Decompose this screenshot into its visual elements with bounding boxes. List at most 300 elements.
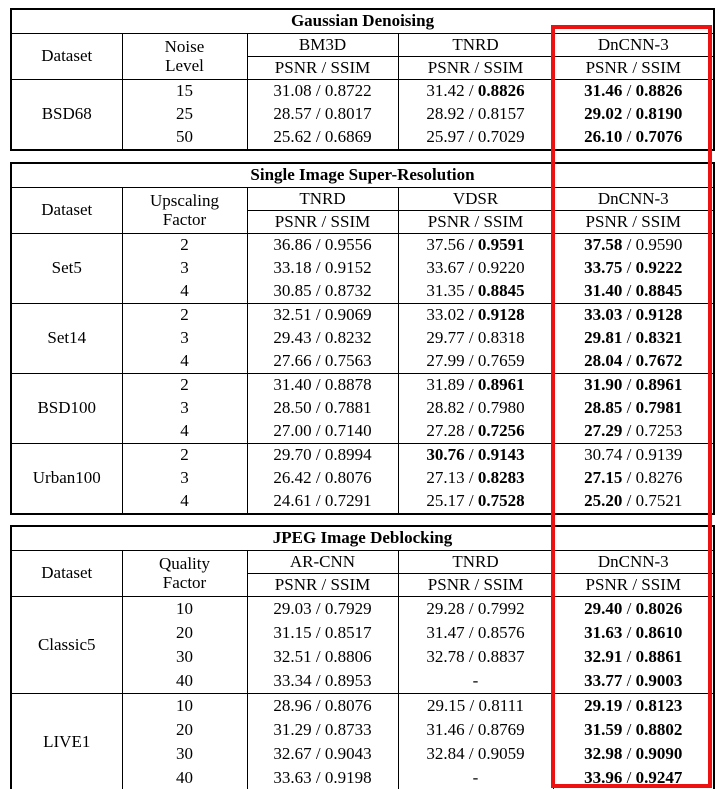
ssim-value: 0.8276 bbox=[635, 468, 683, 488]
result-cell bbox=[398, 103, 553, 126]
value-separator: / bbox=[622, 491, 636, 511]
result-cell bbox=[553, 742, 714, 766]
result-cell bbox=[398, 467, 553, 490]
result-cell bbox=[247, 327, 398, 350]
factor-cell: 25 bbox=[122, 103, 247, 126]
table-row bbox=[11, 304, 714, 328]
factor-cell: 3 bbox=[122, 327, 247, 350]
value-separator: / bbox=[464, 258, 478, 278]
dataset-header: Dataset bbox=[11, 551, 122, 597]
metric-header: PSNR / SSIM bbox=[247, 574, 398, 597]
psnr-value: 25.97 bbox=[426, 127, 465, 147]
table-row bbox=[11, 374, 714, 398]
value-separator: / bbox=[311, 695, 325, 715]
value-separator: / bbox=[622, 695, 636, 715]
psnr-value: 24.61 bbox=[273, 491, 312, 511]
value-separator: / bbox=[622, 258, 636, 278]
factor-cell: 10 bbox=[122, 597, 247, 622]
value-separator: / bbox=[311, 468, 325, 488]
method-header: TNRD bbox=[398, 34, 553, 57]
factor-header bbox=[122, 188, 247, 234]
ssim-value: 0.8076 bbox=[324, 695, 372, 715]
psnr-value: 33.75 bbox=[584, 258, 623, 278]
factor-cell: 4 bbox=[122, 420, 247, 444]
ssim-value: 0.9069 bbox=[324, 305, 372, 325]
result-cell bbox=[247, 694, 398, 719]
method-header: TNRD bbox=[398, 551, 553, 574]
factor-cell: 3 bbox=[122, 467, 247, 490]
table-row bbox=[11, 80, 714, 104]
ssim-value: 0.8517 bbox=[324, 622, 372, 642]
value-separator: / bbox=[311, 235, 325, 255]
value-separator: / bbox=[311, 328, 325, 348]
ssim-value: 0.8732 bbox=[324, 281, 372, 301]
result-cell bbox=[398, 645, 553, 669]
value-separator: / bbox=[311, 719, 325, 739]
factor-header-line2: Factor bbox=[162, 572, 207, 592]
ssim-value: 0.7881 bbox=[324, 398, 372, 418]
table-row bbox=[11, 234, 714, 258]
psnr-value: 25.17 bbox=[426, 491, 465, 511]
psnr-value: 28.50 bbox=[273, 398, 312, 418]
value-separator: / bbox=[622, 719, 636, 739]
ssim-value: 0.8837 bbox=[477, 646, 525, 666]
result-cell bbox=[553, 694, 714, 719]
value-separator: / bbox=[311, 622, 325, 642]
ssim-value: 0.7563 bbox=[324, 351, 372, 371]
ssim-value: 0.8961 bbox=[477, 375, 525, 395]
ssim-value: 0.7981 bbox=[635, 398, 683, 418]
ssim-value: 0.8576 bbox=[477, 622, 525, 642]
value-separator: / bbox=[311, 305, 325, 325]
psnr-value: 32.78 bbox=[426, 646, 465, 666]
ssim-value: 0.8111 bbox=[478, 695, 524, 715]
psnr-value: 28.57 bbox=[273, 104, 312, 124]
result-cell bbox=[247, 280, 398, 304]
value-separator: / bbox=[311, 646, 325, 666]
result-cell bbox=[398, 350, 553, 374]
factor-cell: 4 bbox=[122, 350, 247, 374]
value-separator: / bbox=[622, 235, 636, 255]
psnr-value: 30.74 bbox=[584, 445, 623, 465]
table-header-row bbox=[11, 34, 714, 57]
factor-header bbox=[122, 551, 247, 597]
psnr-value: 31.90 bbox=[584, 375, 623, 395]
ssim-value: 0.9139 bbox=[635, 445, 683, 465]
ssim-value: 0.9220 bbox=[477, 258, 525, 278]
psnr-value: 33.34 bbox=[273, 670, 312, 690]
psnr-value: 28.92 bbox=[426, 104, 465, 124]
value-separator: / bbox=[622, 375, 636, 395]
value-separator: / bbox=[464, 398, 478, 418]
psnr-value: 29.77 bbox=[426, 328, 465, 348]
value-separator: / bbox=[464, 81, 478, 101]
result-cell bbox=[553, 490, 714, 514]
table-title-row bbox=[11, 163, 714, 188]
result-cell bbox=[398, 490, 553, 514]
value-separator: / bbox=[311, 81, 325, 101]
result-cell bbox=[553, 80, 714, 104]
result-cell bbox=[398, 669, 553, 694]
result-cell bbox=[553, 669, 714, 694]
result-cell bbox=[247, 103, 398, 126]
value-separator: / bbox=[622, 670, 636, 690]
ssim-value: 0.8076 bbox=[324, 468, 372, 488]
result-cell bbox=[247, 397, 398, 420]
psnr-value: 27.15 bbox=[584, 468, 623, 488]
psnr-value: 29.43 bbox=[273, 328, 312, 348]
psnr-value: 31.89 bbox=[426, 375, 465, 395]
psnr-value: 30.76 bbox=[426, 445, 465, 465]
dataset-cell: Set14 bbox=[11, 304, 122, 374]
ssim-value: 0.9247 bbox=[635, 767, 683, 787]
result-cell bbox=[398, 621, 553, 645]
ssim-value: 0.8283 bbox=[477, 468, 525, 488]
ssim-value: 0.6869 bbox=[324, 127, 372, 147]
result-cell bbox=[398, 257, 553, 280]
result-cell bbox=[247, 350, 398, 374]
value-separator: / bbox=[311, 491, 325, 511]
result-cell bbox=[553, 444, 714, 468]
dataset-cell: Urban100 bbox=[11, 444, 122, 515]
value-separator: / bbox=[464, 235, 478, 255]
value-separator: / bbox=[622, 81, 636, 101]
psnr-value: 27.99 bbox=[426, 351, 465, 371]
result-cell bbox=[247, 669, 398, 694]
ssim-value: 0.8321 bbox=[635, 328, 683, 348]
result-cell bbox=[553, 304, 714, 328]
results-table-gaussian-denoising bbox=[10, 8, 715, 151]
value-separator: / bbox=[464, 468, 478, 488]
value-separator: / bbox=[622, 646, 636, 666]
value-separator: / bbox=[464, 351, 478, 371]
result-cell bbox=[247, 257, 398, 280]
ssim-value: 0.7980 bbox=[477, 398, 525, 418]
metric-header: PSNR / SSIM bbox=[398, 574, 553, 597]
ssim-value: 0.7256 bbox=[477, 421, 525, 441]
psnr-value: 33.67 bbox=[426, 258, 465, 278]
metric-header: PSNR / SSIM bbox=[247, 211, 398, 234]
result-cell bbox=[247, 444, 398, 468]
result-cell bbox=[398, 126, 553, 150]
psnr-value: 33.03 bbox=[584, 305, 623, 325]
value-separator: / bbox=[464, 328, 478, 348]
result-cell bbox=[553, 467, 714, 490]
ssim-value: 0.8826 bbox=[477, 81, 525, 101]
factor-cell: 50 bbox=[122, 126, 247, 150]
ssim-value: 0.8123 bbox=[635, 695, 683, 715]
psnr-value: 31.59 bbox=[584, 719, 623, 739]
ssim-value: 0.7140 bbox=[324, 421, 372, 441]
ssim-value: 0.8318 bbox=[477, 328, 525, 348]
psnr-value: 29.02 bbox=[584, 104, 623, 124]
ssim-value: 0.8017 bbox=[324, 104, 372, 124]
factor-cell: 2 bbox=[122, 374, 247, 398]
factor-cell: 20 bbox=[122, 621, 247, 645]
ssim-value: 0.8769 bbox=[477, 719, 525, 739]
value-separator: / bbox=[464, 491, 478, 511]
ssim-value: 0.7528 bbox=[477, 491, 525, 511]
psnr-value: 31.35 bbox=[426, 281, 465, 301]
psnr-value: 31.15 bbox=[273, 622, 312, 642]
value-separator: / bbox=[464, 598, 478, 618]
factor-header-line1: Quality bbox=[159, 554, 210, 574]
value-separator: / bbox=[464, 375, 478, 395]
psnr-value: 25.62 bbox=[273, 127, 312, 147]
value-separator: / bbox=[622, 104, 636, 124]
ssim-value: 0.8806 bbox=[324, 646, 372, 666]
psnr-value: 27.28 bbox=[426, 421, 465, 441]
value-separator: / bbox=[311, 398, 325, 418]
result-cell bbox=[247, 718, 398, 742]
ssim-value: 0.7291 bbox=[324, 491, 372, 511]
result-cell bbox=[398, 327, 553, 350]
ssim-value: 0.8953 bbox=[324, 670, 372, 690]
result-cell bbox=[247, 490, 398, 514]
value-separator: / bbox=[311, 743, 325, 763]
dataset-cell: Set5 bbox=[11, 234, 122, 304]
psnr-value: 32.98 bbox=[584, 743, 623, 763]
ssim-value: 0.8733 bbox=[324, 719, 372, 739]
factor-cell: 4 bbox=[122, 280, 247, 304]
ssim-value: 0.7929 bbox=[324, 598, 372, 618]
metric-header: PSNR / SSIM bbox=[398, 57, 553, 80]
method-header: TNRD bbox=[247, 188, 398, 211]
value-separator: / bbox=[311, 281, 325, 301]
result-cell bbox=[553, 374, 714, 398]
psnr-value: 33.77 bbox=[584, 670, 623, 690]
table-row bbox=[11, 694, 714, 719]
value-separator: / bbox=[622, 743, 636, 763]
value-separator: / bbox=[622, 398, 636, 418]
factor-cell: 20 bbox=[122, 718, 247, 742]
value-separator: / bbox=[465, 695, 479, 715]
result-cell bbox=[553, 126, 714, 150]
method-header-dncnn: DnCNN-3 bbox=[553, 551, 714, 574]
result-cell bbox=[398, 304, 553, 328]
value-separator: / bbox=[464, 719, 478, 739]
psnr-value: 26.10 bbox=[584, 127, 623, 147]
psnr-value: 31.40 bbox=[273, 375, 312, 395]
psnr-value: 27.00 bbox=[273, 421, 312, 441]
psnr-value: 30.85 bbox=[273, 281, 312, 301]
result-cell bbox=[247, 467, 398, 490]
psnr-value: 29.70 bbox=[273, 445, 312, 465]
ssim-value: 0.9059 bbox=[477, 743, 525, 763]
ssim-value: 0.8826 bbox=[635, 81, 683, 101]
ssim-value: 0.7521 bbox=[635, 491, 683, 511]
psnr-value: 27.29 bbox=[584, 421, 623, 441]
method-header-dncnn: DnCNN-3 bbox=[553, 34, 714, 57]
value-separator: / bbox=[622, 351, 636, 371]
factor-cell: 3 bbox=[122, 257, 247, 280]
table-title-row bbox=[11, 526, 714, 551]
value-separator: / bbox=[464, 445, 478, 465]
value-separator: / bbox=[311, 445, 325, 465]
result-cell bbox=[247, 621, 398, 645]
ssim-value: 0.8845 bbox=[635, 281, 683, 301]
result-cell bbox=[247, 80, 398, 104]
ssim-value: 0.8026 bbox=[635, 598, 683, 618]
dataset-header: Dataset bbox=[11, 188, 122, 234]
result-cell bbox=[398, 444, 553, 468]
value-separator: / bbox=[464, 646, 478, 666]
value-separator: / bbox=[311, 598, 325, 618]
factor-header-line2: Factor bbox=[162, 209, 207, 229]
metric-header: PSNR / SSIM bbox=[553, 211, 714, 234]
ssim-value: 0.8610 bbox=[635, 622, 683, 642]
psnr-value: 29.28 bbox=[426, 598, 465, 618]
dataset-header: Dataset bbox=[11, 34, 122, 80]
dataset-cell: Classic5 bbox=[11, 597, 122, 694]
metric-header: PSNR / SSIM bbox=[247, 57, 398, 80]
result-cell bbox=[553, 645, 714, 669]
psnr-value: 28.96 bbox=[273, 695, 312, 715]
result-cell bbox=[553, 718, 714, 742]
factor-cell: 10 bbox=[122, 694, 247, 719]
factor-cell: 2 bbox=[122, 234, 247, 258]
ssim-value: 0.8802 bbox=[635, 719, 683, 739]
ssim-value: 0.8722 bbox=[324, 81, 372, 101]
ssim-value: 0.9556 bbox=[324, 235, 372, 255]
result-cell bbox=[398, 694, 553, 719]
factor-cell: 3 bbox=[122, 397, 247, 420]
ssim-value: 0.7029 bbox=[477, 127, 525, 147]
value-separator: / bbox=[622, 127, 636, 147]
psnr-value: - bbox=[472, 767, 479, 787]
value-separator: / bbox=[622, 622, 636, 642]
table-row bbox=[11, 597, 714, 622]
factor-header bbox=[122, 34, 247, 80]
result-cell bbox=[398, 280, 553, 304]
ssim-value: 0.8232 bbox=[324, 328, 372, 348]
factor-cell: 30 bbox=[122, 645, 247, 669]
table-title-row bbox=[11, 9, 714, 34]
result-cell bbox=[247, 234, 398, 258]
ssim-value: 0.9152 bbox=[324, 258, 372, 278]
psnr-value: 28.85 bbox=[584, 398, 623, 418]
psnr-value: 27.13 bbox=[426, 468, 465, 488]
value-separator: / bbox=[464, 622, 478, 642]
table-header-row bbox=[11, 188, 714, 211]
table-body bbox=[11, 80, 714, 151]
psnr-value: 29.19 bbox=[584, 695, 623, 715]
method-header: VDSR bbox=[398, 188, 553, 211]
result-cell bbox=[553, 621, 714, 645]
ssim-value: 0.7253 bbox=[635, 421, 683, 441]
method-header: AR-CNN bbox=[247, 551, 398, 574]
value-separator: / bbox=[311, 104, 325, 124]
result-cell bbox=[247, 597, 398, 622]
table-row bbox=[11, 444, 714, 468]
ssim-value: 0.8994 bbox=[324, 445, 372, 465]
value-separator: / bbox=[311, 351, 325, 371]
table-title: JPEG Image Deblocking bbox=[11, 526, 714, 551]
psnr-value: 26.42 bbox=[273, 468, 312, 488]
results-table-jpeg-deblocking bbox=[10, 525, 715, 789]
value-separator: / bbox=[464, 281, 478, 301]
ssim-value: 0.7992 bbox=[477, 598, 525, 618]
table-title: Single Image Super-Resolution bbox=[11, 163, 714, 188]
method-header: BM3D bbox=[247, 34, 398, 57]
psnr-value: 25.20 bbox=[584, 491, 623, 511]
ssim-value: 0.9128 bbox=[477, 305, 525, 325]
psnr-value: 33.18 bbox=[273, 258, 312, 278]
psnr-value: 32.51 bbox=[273, 305, 312, 325]
psnr-value: 31.08 bbox=[273, 81, 312, 101]
result-cell bbox=[247, 126, 398, 150]
psnr-value: 31.47 bbox=[426, 622, 465, 642]
value-separator: / bbox=[464, 305, 478, 325]
result-cell bbox=[398, 420, 553, 444]
ssim-value: 0.8878 bbox=[324, 375, 372, 395]
psnr-value: 29.03 bbox=[273, 598, 312, 618]
table-body bbox=[11, 597, 714, 789]
result-cell bbox=[553, 327, 714, 350]
ssim-value: 0.8961 bbox=[635, 375, 683, 395]
result-cell bbox=[398, 742, 553, 766]
value-separator: / bbox=[622, 281, 636, 301]
value-separator: / bbox=[622, 468, 636, 488]
psnr-value: 32.91 bbox=[584, 646, 623, 666]
factor-header-line1: Upscaling bbox=[150, 191, 219, 211]
factor-cell: 30 bbox=[122, 742, 247, 766]
ssim-value: 0.8157 bbox=[477, 104, 525, 124]
psnr-value: 28.04 bbox=[584, 351, 623, 371]
result-cell bbox=[247, 420, 398, 444]
ssim-value: 0.7659 bbox=[477, 351, 525, 371]
value-separator: / bbox=[311, 670, 325, 690]
result-cell bbox=[553, 766, 714, 789]
value-separator: / bbox=[311, 127, 325, 147]
psnr-value: 29.81 bbox=[584, 328, 623, 348]
ssim-value: 0.8190 bbox=[635, 104, 683, 124]
result-cell bbox=[398, 766, 553, 789]
results-table-super-resolution bbox=[10, 162, 715, 515]
psnr-value: - bbox=[472, 670, 479, 690]
ssim-value: 0.9590 bbox=[635, 235, 683, 255]
psnr-value: 28.82 bbox=[426, 398, 465, 418]
value-separator: / bbox=[311, 421, 325, 441]
psnr-value: 31.46 bbox=[426, 719, 465, 739]
factor-cell: 2 bbox=[122, 304, 247, 328]
result-cell bbox=[553, 257, 714, 280]
psnr-value: 32.67 bbox=[273, 743, 312, 763]
result-cell bbox=[553, 103, 714, 126]
psnr-value: 37.56 bbox=[426, 235, 465, 255]
method-header-dncnn: DnCNN-3 bbox=[553, 188, 714, 211]
result-cell bbox=[398, 597, 553, 622]
value-separator: / bbox=[464, 421, 478, 441]
table-title: Gaussian Denoising bbox=[11, 9, 714, 34]
factor-cell: 40 bbox=[122, 766, 247, 789]
result-cell bbox=[398, 718, 553, 742]
ssim-value: 0.8845 bbox=[477, 281, 525, 301]
metric-header: PSNR / SSIM bbox=[398, 211, 553, 234]
table-body bbox=[11, 234, 714, 515]
metric-header: PSNR / SSIM bbox=[553, 574, 714, 597]
ssim-value: 0.9198 bbox=[324, 767, 372, 787]
psnr-value: 33.63 bbox=[273, 767, 312, 787]
psnr-value: 27.66 bbox=[273, 351, 312, 371]
value-separator: / bbox=[622, 421, 636, 441]
value-separator: / bbox=[311, 767, 325, 787]
factor-cell: 15 bbox=[122, 80, 247, 104]
psnr-value: 31.42 bbox=[426, 81, 465, 101]
psnr-value: 31.40 bbox=[584, 281, 623, 301]
psnr-value: 33.96 bbox=[584, 767, 623, 787]
table-header-row bbox=[11, 551, 714, 574]
